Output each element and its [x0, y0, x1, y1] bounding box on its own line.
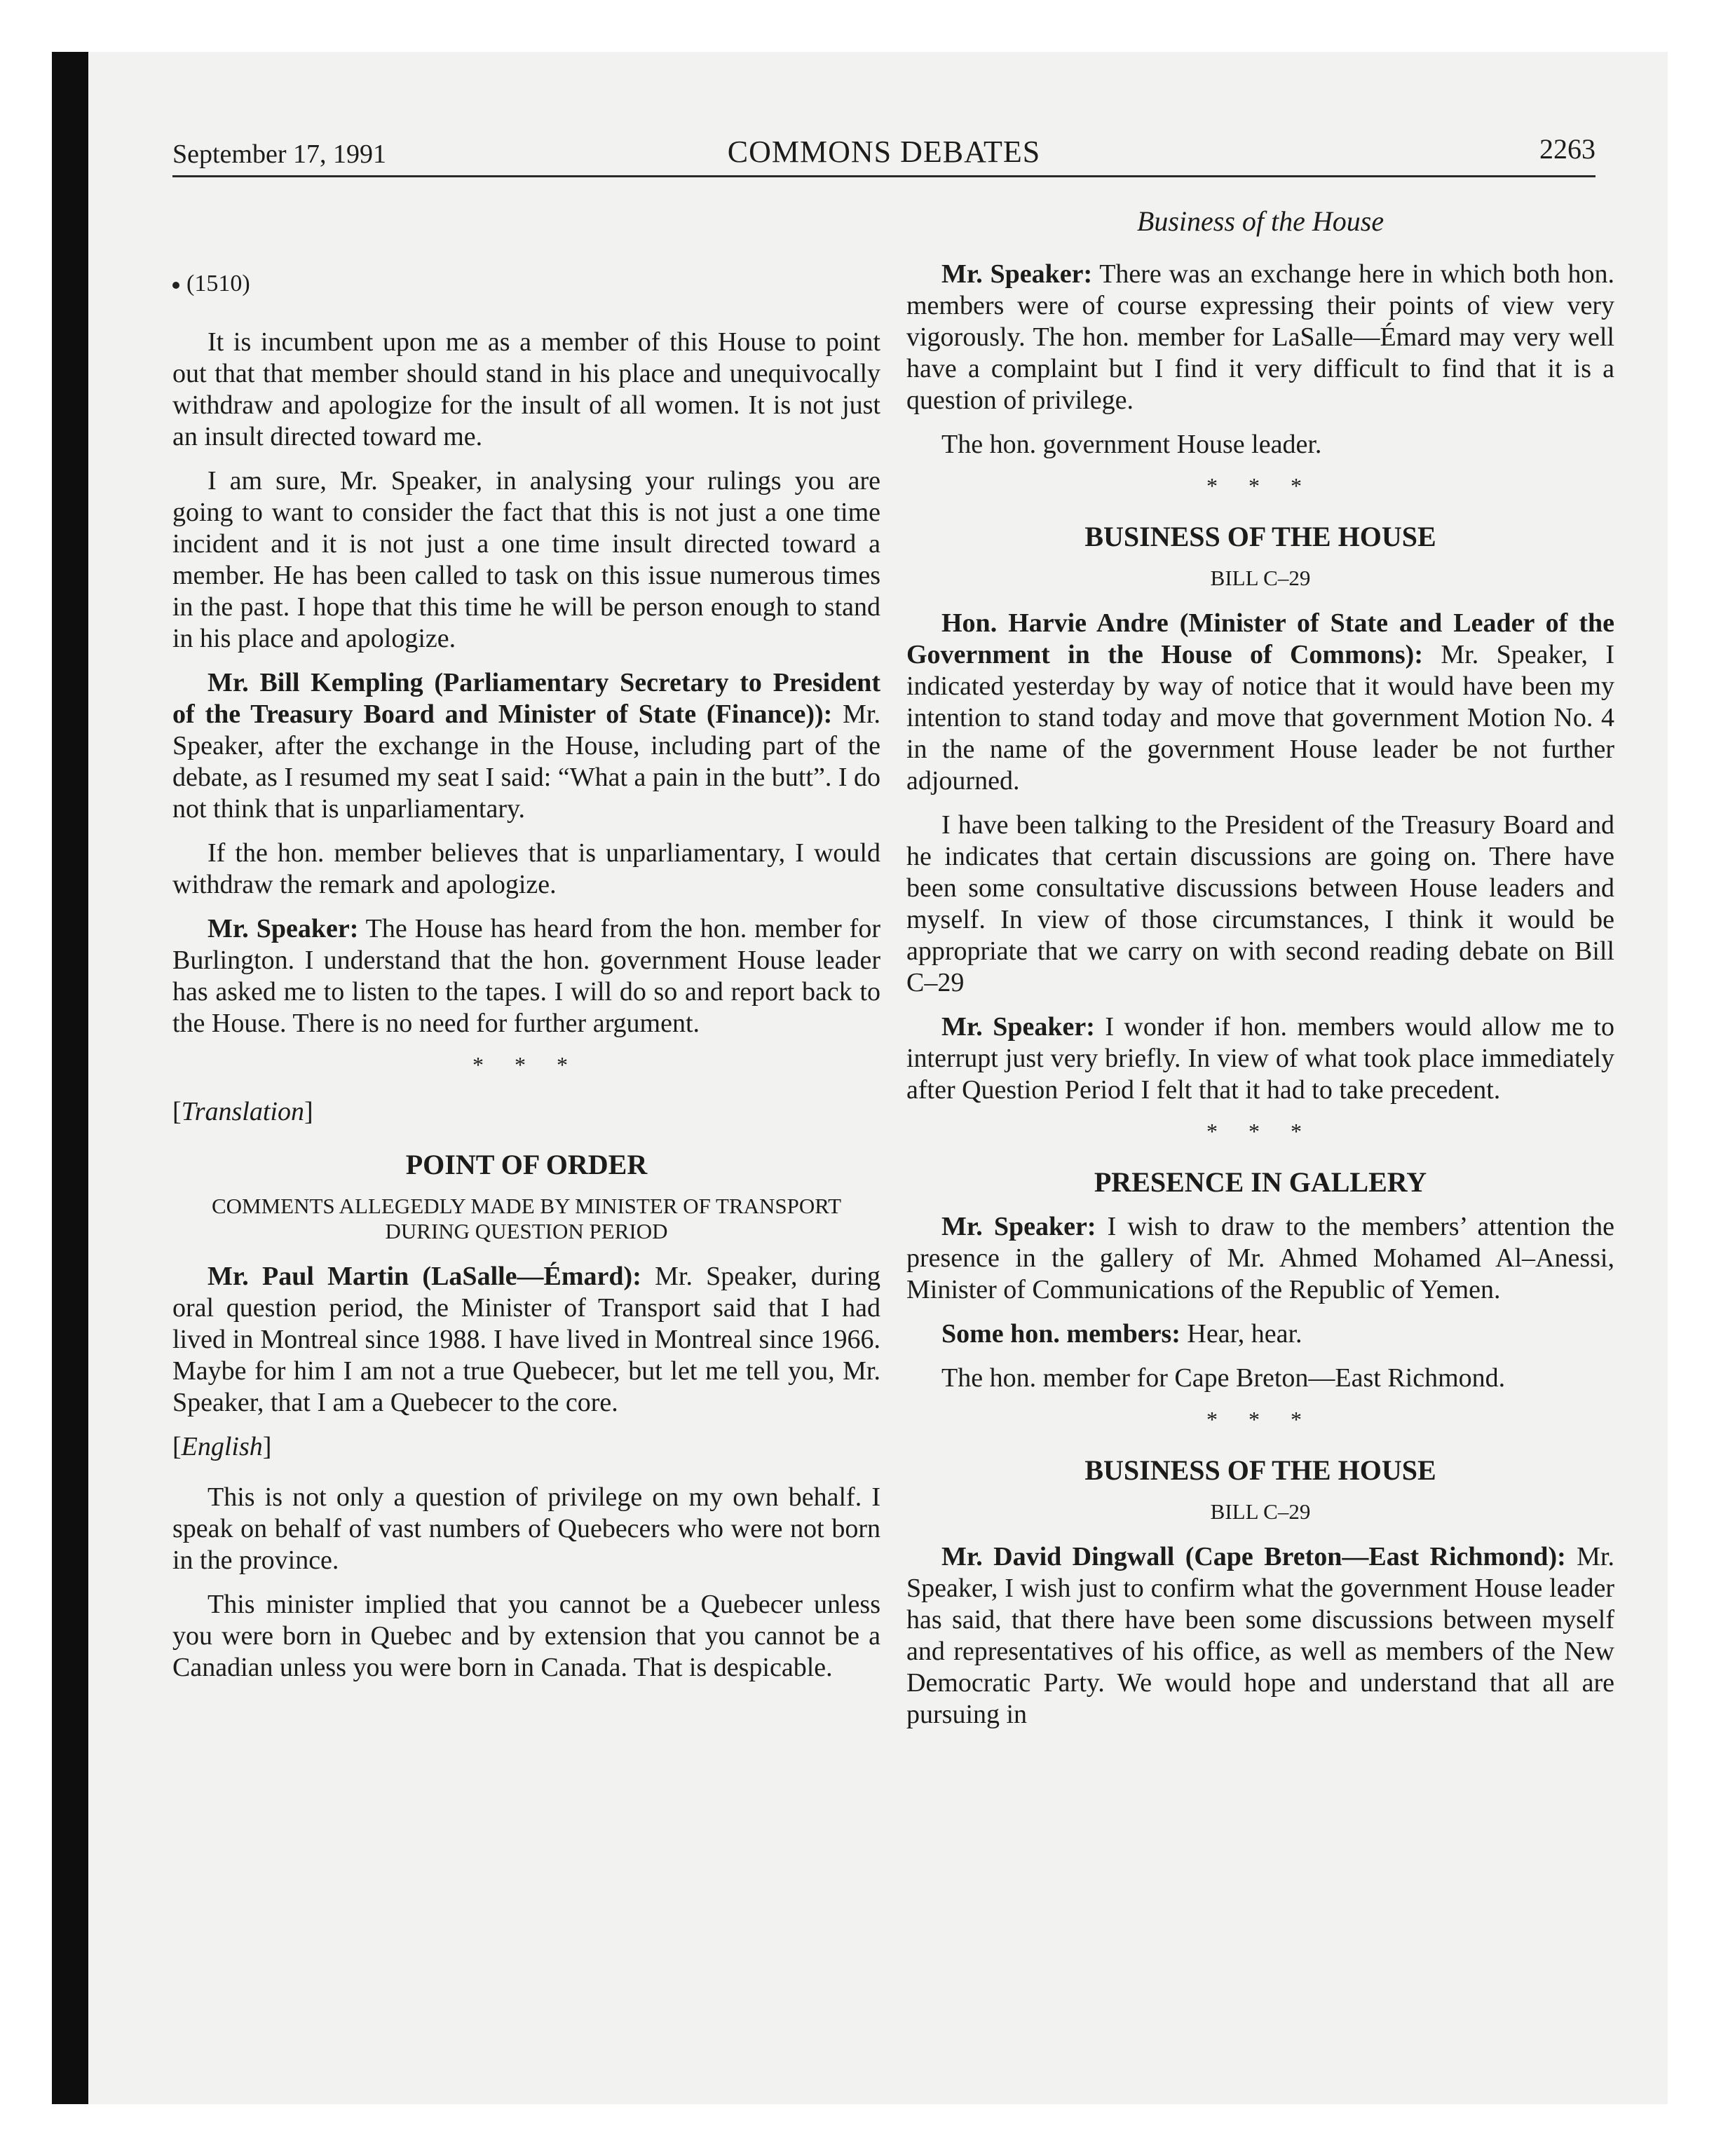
section-heading: PRESENCE IN GALLERY	[1094, 1166, 1427, 1198]
paragraph	[172, 667, 880, 825]
language-label: [English]	[172, 1432, 272, 1461]
paragraph: This is not only a question of privilege on my own behalf. I speak on behalf of vast numbers of Quebecers who were not born in the province.	[172, 1482, 880, 1575]
section-subheading: BILL C–29	[1210, 566, 1311, 590]
language-label: [Translation]	[172, 1097, 313, 1126]
bullet-icon	[172, 282, 179, 289]
section-heading: BUSINESS OF THE HOUSE	[1084, 521, 1436, 552]
binding-edge	[52, 52, 88, 2104]
speaker-name: Mr. Bill Kempling (Parliamentary Secretary to President of the Treasury Board and Minister of State (Finance)):	[172, 668, 880, 729]
paragraph: This minister implied that you cannot be a Quebecer unless you were born in Quebec and by extension that you cannot be a Canadian unless you were born in Canada. That is despicable.	[172, 1590, 880, 1682]
speech-text: There was an exchange here in which both hon. members were of course expressing their points of view very vigorously. The hon. member for LaSalle—Émard may very well have a complaint but I find it very difficult to find that it is a question of privilege.	[906, 259, 1614, 415]
speech-text: Mr. Speaker, I wish just to confirm what the government House leader has said, that there have been some discussions between myself and representatives of his office, as well as members of the New Democratic Party. We would hope and understand that all are pursuing in	[906, 1542, 1614, 1729]
paragraph: If the hon. member believes that is unparliamentary, I would withdraw the remark and apologize.	[172, 838, 880, 899]
paragraph	[906, 1541, 1614, 1731]
section-separator: * * *	[1206, 1407, 1314, 1432]
column-caption: Business of the House	[1136, 205, 1384, 237]
paragraph	[906, 1318, 1614, 1350]
right-column	[906, 205, 1614, 1743]
section-separator: * * *	[1206, 1119, 1314, 1144]
paragraph: The hon. member for Cape Breton—East Richmond.	[941, 1363, 1506, 1393]
speaker-name: Mr. Speaker:	[207, 914, 359, 943]
language-label-text: English	[181, 1432, 263, 1461]
speaker-name: Mr. Speaker:	[941, 1012, 1095, 1042]
section-heading: POINT OF ORDER	[405, 1149, 648, 1180]
paragraph	[906, 608, 1614, 797]
speaker-name: Mr. Speaker:	[941, 1212, 1096, 1241]
speaker-name: Mr. Speaker:	[941, 259, 1093, 289]
speaker-name: Mr. Paul Martin (LaSalle—Émard):	[207, 1262, 641, 1291]
section-separator: * * *	[1206, 473, 1314, 498]
speaker-name: Mr. David Dingwall (Cape Breton—East Richmond):	[941, 1542, 1566, 1571]
section-separator: * * *	[472, 1052, 580, 1077]
time-stamp-text: (1510)	[186, 271, 250, 296]
left-column	[172, 205, 880, 1696]
time-stamp	[172, 271, 880, 297]
paragraph	[906, 1211, 1614, 1306]
paragraph: The hon. government House leader.	[941, 430, 1322, 459]
paragraph	[906, 259, 1614, 416]
language-label-text: Translation	[181, 1097, 304, 1126]
paragraph	[906, 1011, 1614, 1106]
running-head	[172, 130, 1595, 177]
speech-text: Mr. Speaker, after the exchange in the House, including part of the debate, as I resumed my seat I said: “What a pain in the butt”. I do not think that is unparliamentary.	[172, 700, 880, 824]
speech-text: Mr. Speaker, I indicated yesterday by way of notice that it would have been my intention to stand today and move that government Motion No. 4 in the name of the government House leader be not further adjourned.	[906, 640, 1614, 796]
paragraph	[172, 913, 880, 1039]
speech-text: Mr. Speaker, during oral question period, the Minister of Transport said that I had lived in Montreal since 1988. I have lived in Montreal since 1966. Maybe for him I am not a true Quebecer, but let me tell you, Mr. Speaker, that I am a Quebecer to the core.	[172, 1262, 880, 1417]
page-number: 2263	[1539, 133, 1595, 165]
paragraph: I am sure, Mr. Speaker, in analysing your rulings you are going to want to consider the fact that this is not just a one time incident and it is not just a one time insult directed toward a member. He has been called to task on this issue numerous times in the past. I hope that this time he will be person enough to stand in his place and apologize.	[172, 466, 880, 653]
speaker-name: Some hon. members:	[941, 1319, 1181, 1349]
section-subheading: BILL C–29	[1210, 1499, 1311, 1524]
section-subheading: COMMENTS ALLEGEDLY MADE BY MINISTER OF TRANSPORT DURING QUESTION PERIOD	[211, 1194, 842, 1243]
speech-text: I wish to draw to the members’ attention the presence in the gallery of Mr. Ahmed Mohamed Al–Anessi, Minister of Communications of the Republic of Yemen.	[906, 1212, 1614, 1304]
speech-text: Hear, hear.	[1180, 1319, 1302, 1349]
paragraph: I have been talking to the President of the Treasury Board and he indicates that certain discussions are going on. There have been some consultative discussions between House leaders and myself. In view of those circumstances, I think it would be appropriate that we carry on with second reading debate on Bill C–29	[906, 810, 1614, 997]
speech-text: The House has heard from the hon. member for Burlington. I understand that the hon. government House leader has asked me to listen to the tapes. I will do so and report back to the House. There is no need for further argument.	[172, 914, 880, 1038]
header-date: September 17, 1991	[172, 139, 387, 169]
paragraph: It is incumbent upon me as a member of this House to point out that that member should stand in his place and unequivocally withdraw and apologize for the insult of all women. It is not just an insult directed toward me.	[172, 327, 880, 451]
speaker-name: Hon. Harvie Andre (Minister of State and Leader of the Government in the House of Commons):	[906, 608, 1614, 669]
speech-text: I wonder if hon. members would allow me to interrupt just very briefly. In view of what took place immediately after Question Period I felt that it had to take precedent.	[906, 1012, 1614, 1105]
section-heading: BUSINESS OF THE HOUSE	[1084, 1454, 1436, 1486]
paragraph	[172, 1261, 880, 1419]
header-title: COMMONS DEBATES	[727, 135, 1041, 169]
